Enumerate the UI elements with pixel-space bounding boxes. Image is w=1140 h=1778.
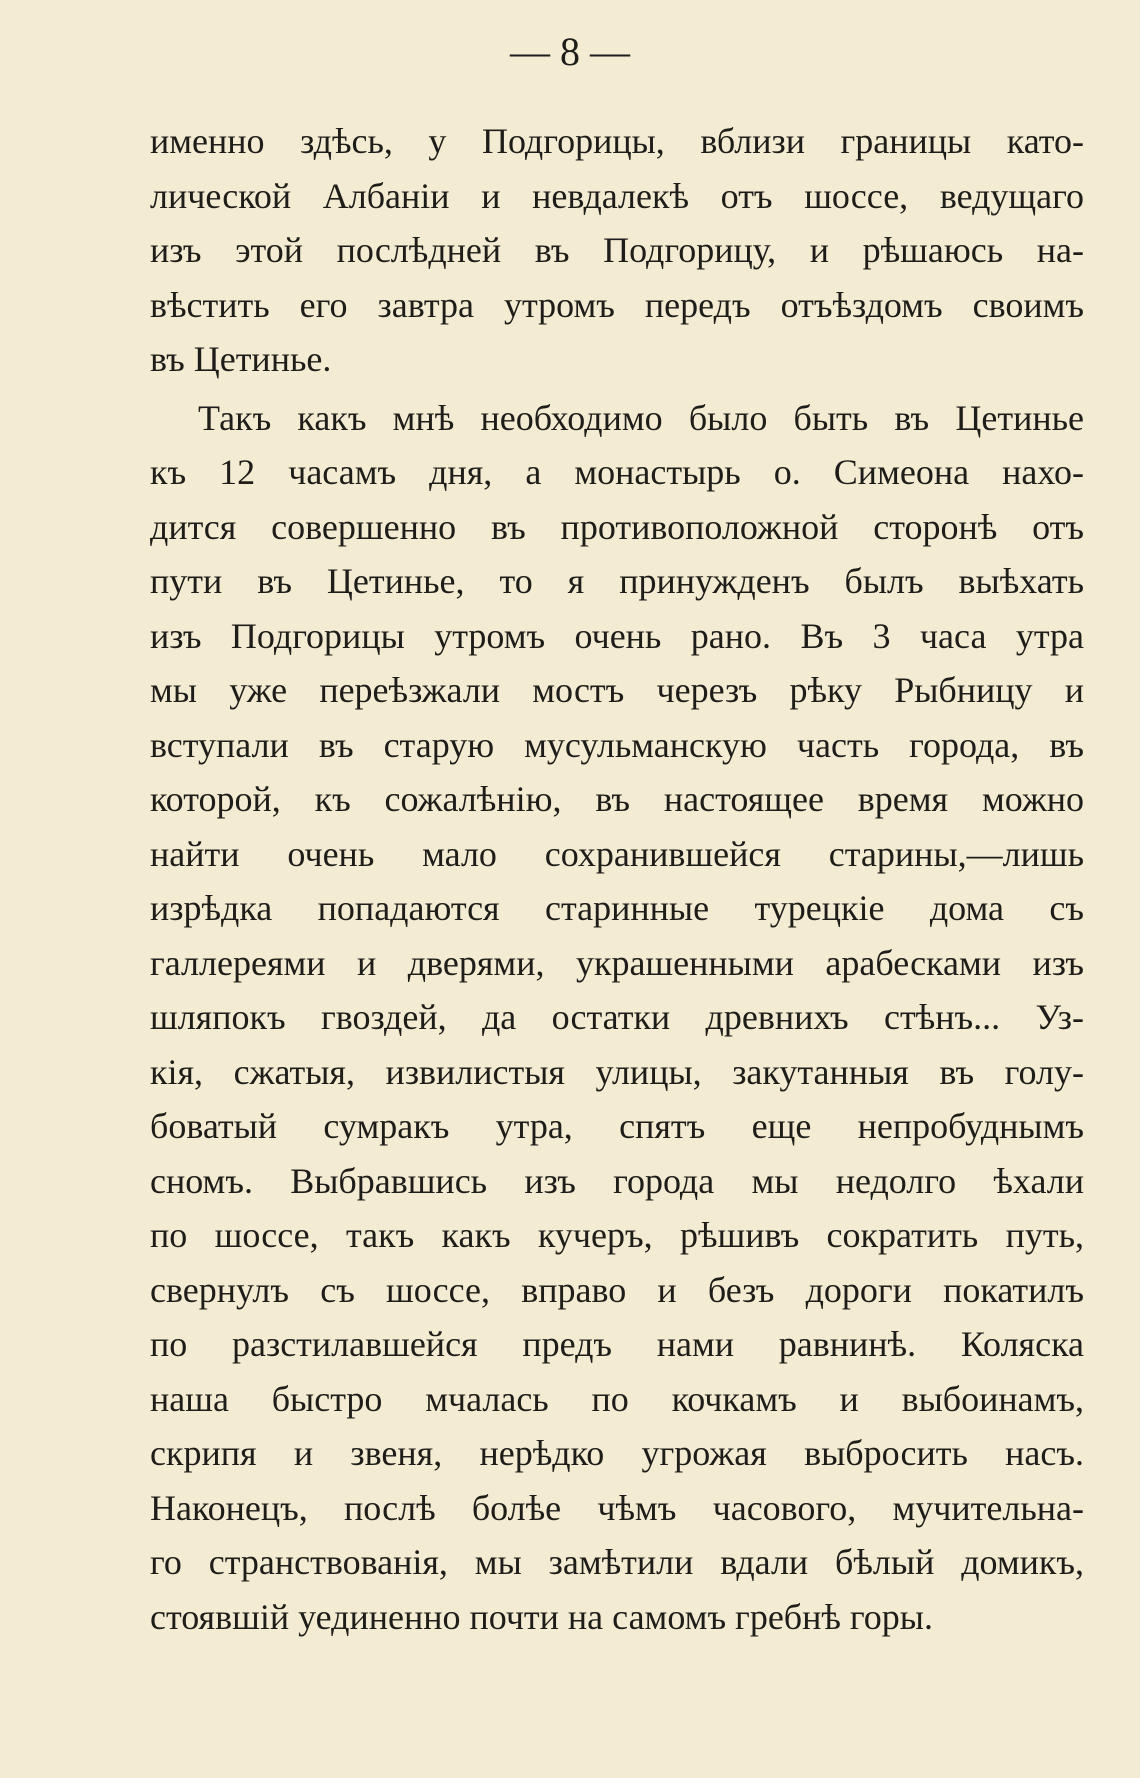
text-line: стоявшій уединенно почти на самомъ гребнѣ горы. <box>150 1596 933 1637</box>
text-line: кія, сжатыя, извилистыя улицы, закутанныя въ голу- <box>150 1051 1084 1092</box>
text-line: по шоссе, такъ какъ кучеръ, рѣшивъ сократить путь, <box>150 1215 1084 1255</box>
text-line: по разстилавшейся предъ нами равнинѣ. Коляска <box>150 1324 1084 1364</box>
text-line: изъ этой послѣдней въ Подгорицу, и рѣшаюсь на- <box>150 230 1084 270</box>
text-line: изрѣдка попадаются старинные турецкіе дома съ <box>150 888 1084 928</box>
text-line: которой, къ сожалѣнію, въ настоящее время можно <box>150 779 1084 819</box>
text-line: наша быстро мчалась по кочкамъ и выбоинамъ, <box>150 1378 1084 1419</box>
text-line: именно здѣсь, у Подгорицы, вблизи границы като- <box>150 121 1084 161</box>
text-line: въ Цетинье. <box>150 339 332 379</box>
text-line: Такъ какъ мнѣ необходимо было быть въ Цетинье <box>198 397 1084 438</box>
text-line: вступали въ старую мусульманскую часть города, въ <box>150 724 1084 765</box>
text-line: галлереями и дверями, украшенными арабесками изъ <box>150 942 1084 983</box>
text-line: скрипя и звеня, нерѣдко угрожая выбросить насъ. <box>150 1433 1084 1473</box>
text-line: боватый сумракъ утра, спятъ еще непробуднымъ <box>150 1106 1084 1146</box>
paragraph-2 <box>150 391 1084 1645</box>
body-text <box>150 114 1084 1644</box>
text-line: изъ Подгорицы утромъ очень рано. Въ 3 часа утра <box>150 615 1084 656</box>
text-line: мы уже переѣзжали мостъ черезъ рѣку Рыбницу и <box>150 670 1084 710</box>
text-line: дится совершенно въ противоположной сторонѣ отъ <box>150 506 1084 547</box>
text-line: свернулъ съ шоссе, вправо и безъ дороги покатилъ <box>150 1269 1084 1310</box>
text-line: шляпокъ гвоздей, да остатки древнихъ стѣнъ... Уз- <box>150 997 1084 1037</box>
page-number: — 8 — <box>510 29 630 74</box>
text-line: найти очень мало сохранившейся старины,—лишь <box>150 833 1084 874</box>
paragraph-1 <box>150 114 1084 387</box>
text-line: го странствованія, мы замѣтили вдали бѣлый домикъ, <box>150 1542 1084 1582</box>
text-line: Наконецъ, послѣ болѣе чѣмъ часового, мучительна- <box>150 1487 1084 1528</box>
text-line: къ 12 часамъ дня, а монастырь о. Симеона нахо- <box>150 452 1084 492</box>
text-line: вѣстить его завтра утромъ передъ отъѣздомъ своимъ <box>150 284 1084 325</box>
text-line: сномъ. Выбравшись изъ города мы недолго ѣхали <box>150 1160 1084 1201</box>
text-line: пути въ Цетинье, то я принужденъ былъ выѣхать <box>150 561 1084 601</box>
text-line: лической Албаніи и невдалекѣ отъ шоссе, ведущаго <box>150 175 1084 216</box>
